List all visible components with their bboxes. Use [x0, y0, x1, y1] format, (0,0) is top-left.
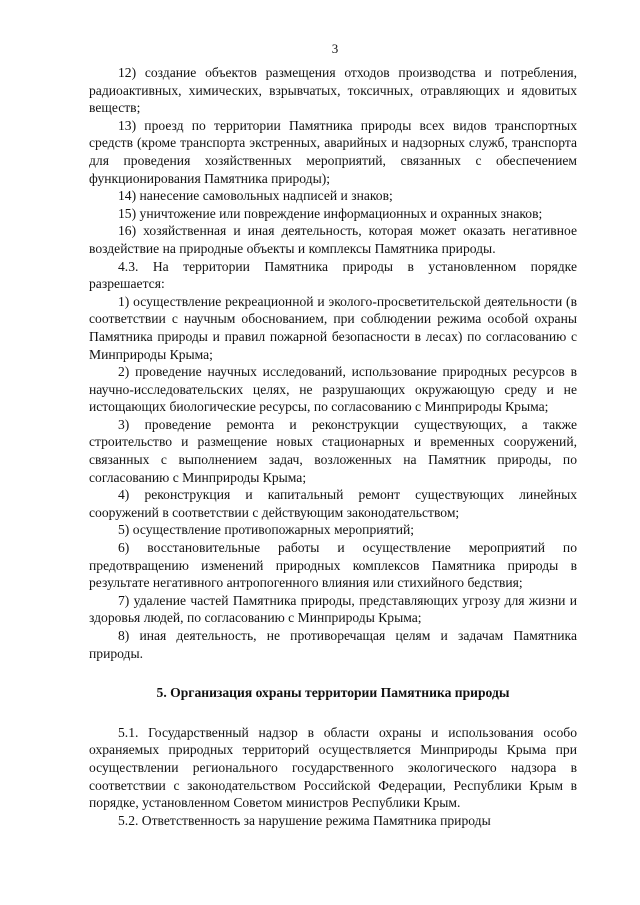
paragraph-permitted-6: 6) восстановительные работы и осуществление мероприятий по предотвращению изменений природных комплексов Памятника природы в результате негативного антропогенного влияния или стихийного бедствия; — [89, 540, 577, 591]
paragraph-permitted-2: 2) проведение научных исследований, использование природных ресурсов в научно-исследовательских целях, не разрушающих окружающую среду и не истощающих биологические ресурсы, по согласованию с Минприроды Крыма; — [89, 364, 577, 415]
paragraph-permitted-3: 3) проведение ремонта и реконструкции существующих, а также строительство и размещение новых стационарных и временных сооружений, связанных с выполнением задач, возложенных на Памятник природы, по согласованию с Минприроды Крыма; — [89, 416, 577, 485]
paragraph-item-12: 12) создание объектов размещения отходов производства и потребления, радиоактивных, химических, взрывчатых, токсичных, отравляющих и ядовитых веществ; — [89, 65, 577, 116]
document-body — [89, 64, 577, 829]
paragraph-permitted-5: 5) осуществление противопожарных мероприятий; — [118, 522, 415, 538]
page-number: 3 — [331, 41, 339, 56]
paragraph-item-14: 14) нанесение самовольных надписей и знаков; — [118, 188, 393, 204]
paragraph-item-13: 13) проезд по территории Памятника природы всех видов транспортных средств (кроме транспорта экстренных, аварийных и надзорных служб, транспорта для проведения хозяйственных мероприятий, связанных с обеспечением функционирования Памятника природы); — [89, 117, 577, 186]
paragraph-permitted-8: 8) иная деятельность, не противоречащая целям и задачам Памятника природы. — [89, 628, 577, 661]
paragraph-clause-5-2: 5.2. Ответственность за нарушение режима Памятника природы — [118, 812, 491, 828]
paragraph-permitted-7: 7) удаление частей Памятника природы, представляющих угрозу для жизни и здоровья людей, по согласованию с Минприроды Крыма; — [89, 592, 577, 626]
section-heading: 5. Организация охраны территории Памятника природы — [156, 685, 510, 701]
paragraph-clause-5-1: 5.1. Государственный надзор в области охраны и использования особо охраняемых природных территорий осуществляется Минприроды Крыма при осуществлении регионального государственного экологического надзора в соответствии с законодательством Российской Федерации, Республики Крым в порядке, установленном Советом министров Республики Крым. — [89, 724, 577, 811]
paragraph-permitted-1: 1) осуществление рекреационной и эколого-просветительской деятельности (в соответствии с научным обоснованием, при соблюдении режима особой охраны Памятника природы и правил пожарной безопасности в лесах) по согласованию с Минприроды Крыма; — [89, 293, 577, 362]
paragraph-clause-4-3: 4.3. На территории Памятника природы в установленном порядке разрешается: — [89, 258, 577, 292]
paragraph-item-16: 16) хозяйственная и иная деятельность, которая может оказать негативное воздействие на природные объекты и комплексы Памятника природы. — [89, 223, 577, 256]
paragraph-permitted-4: 4) реконструкция и капитальный ремонт существующих линейных сооружений в соответствии с действующим законодательством; — [89, 487, 577, 520]
paragraph-item-15: 15) уничтожение или повреждение информационных и охранных знаков; — [118, 205, 543, 221]
